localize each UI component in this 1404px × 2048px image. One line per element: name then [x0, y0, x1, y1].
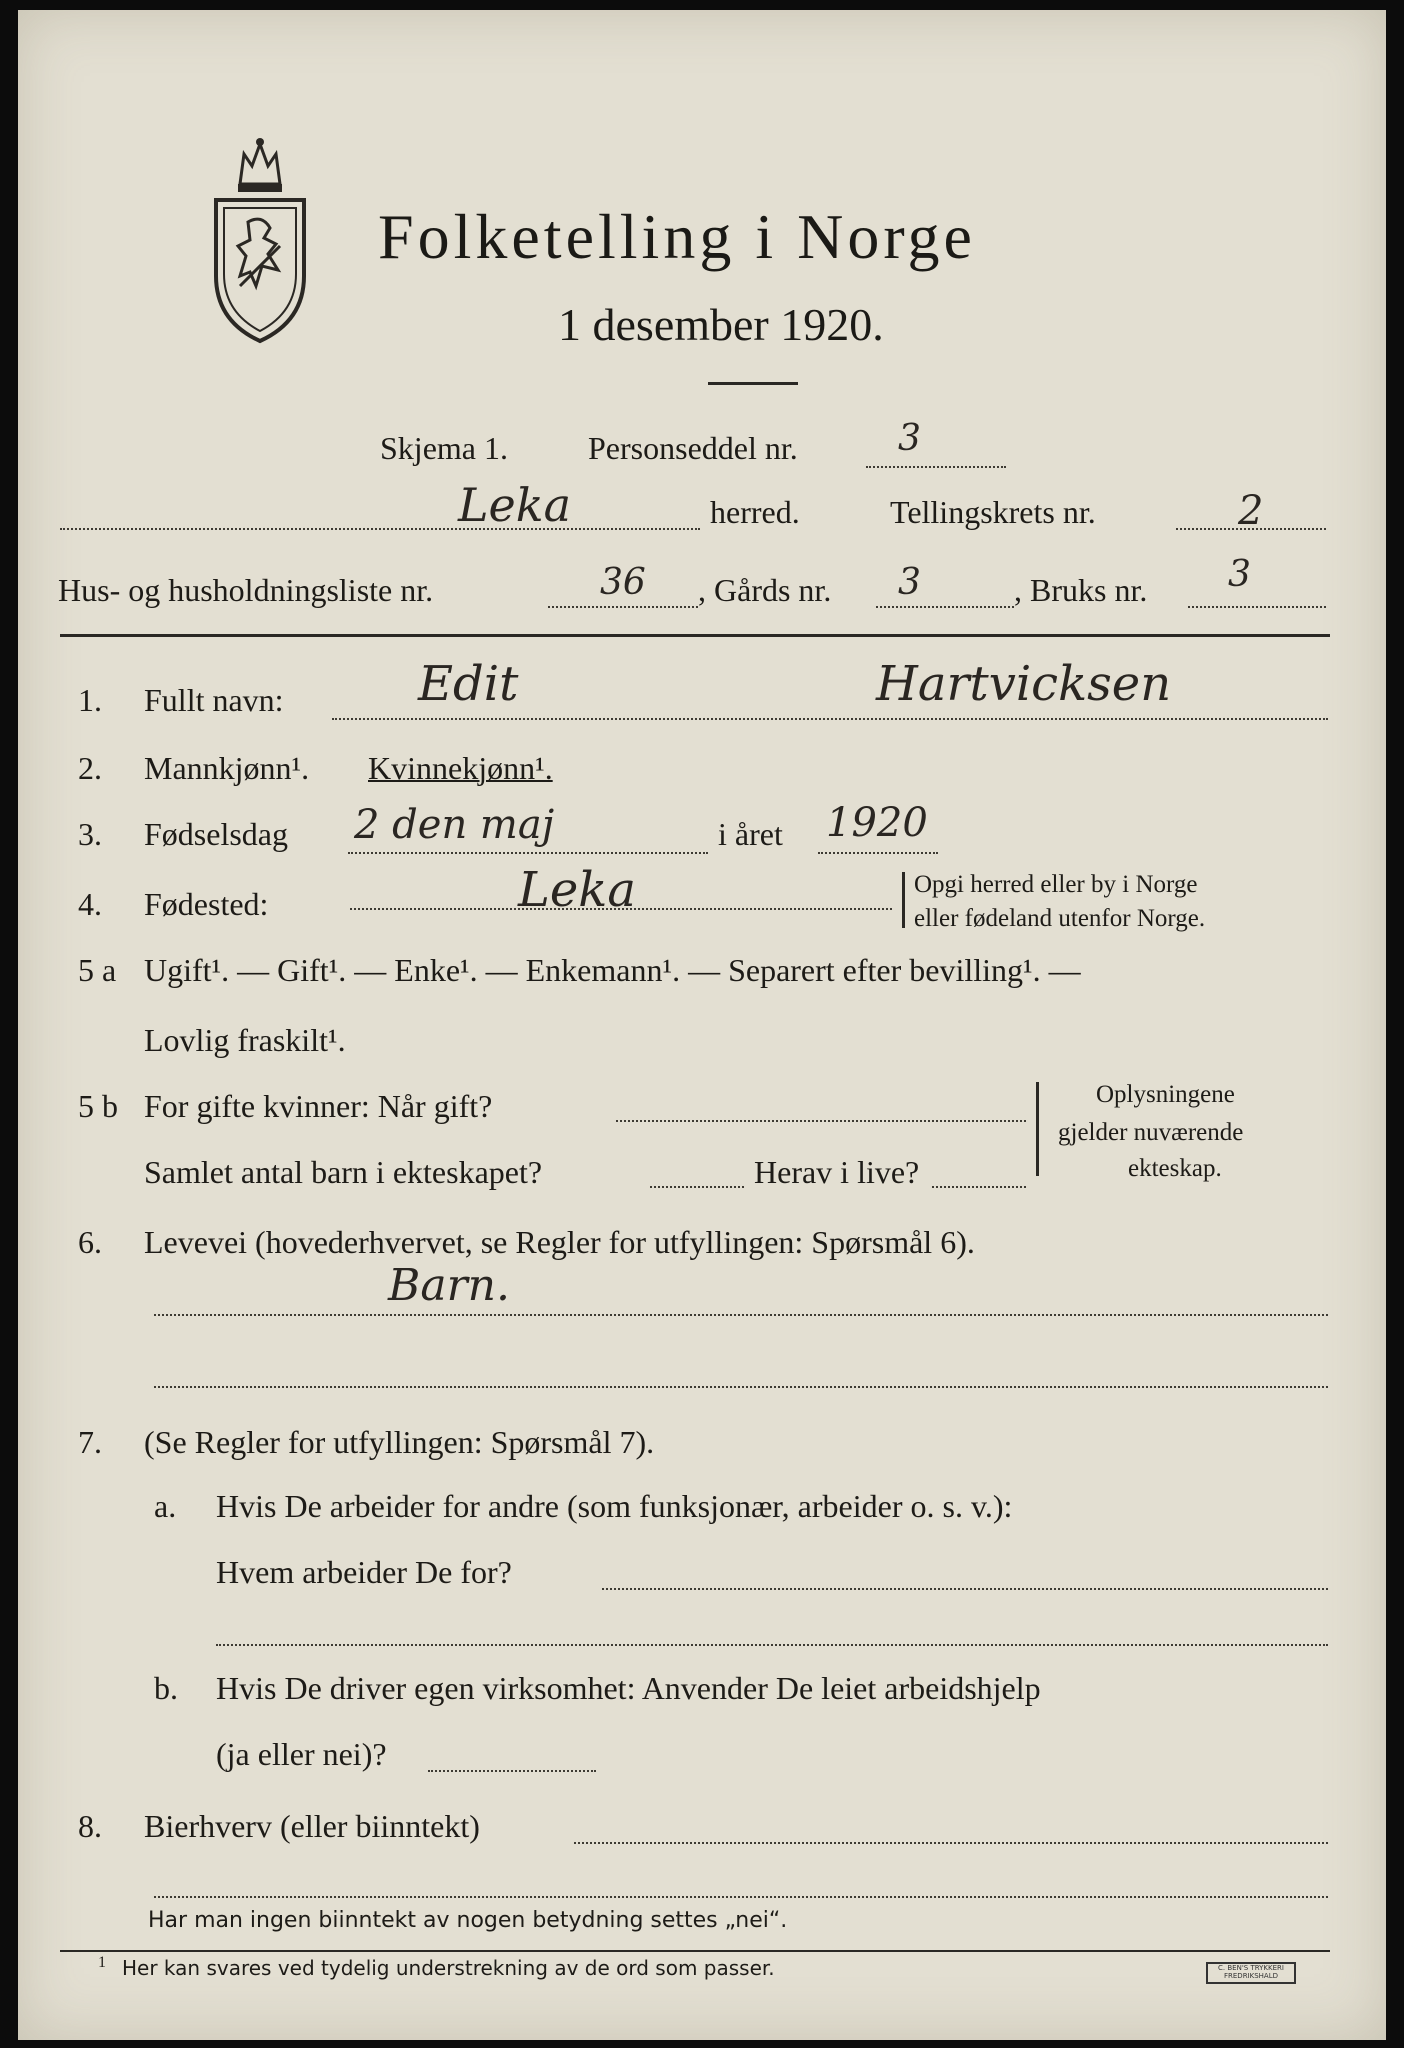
bruks-label: , Bruks nr. — [1014, 572, 1148, 608]
bruks-field-line — [1188, 606, 1326, 608]
q5b-note-bracket — [1036, 1082, 1039, 1176]
census-form-sheet — [18, 10, 1386, 2040]
q5b-note-line-2: gjelder nuværende — [1058, 1119, 1244, 1146]
q5b-alive-label: Herav i live? — [754, 1154, 920, 1190]
q3-year-field-line — [818, 852, 938, 854]
header-separator — [60, 634, 1330, 637]
q4-number: 4. — [78, 886, 102, 922]
q4-note-bracket — [902, 872, 905, 928]
q2-option-male: Mannkjønn¹. — [144, 750, 310, 786]
q5b-when-married-field-line — [616, 1120, 1026, 1122]
q7b-label-line-2: (ja eller nei)? — [216, 1736, 387, 1772]
herred-field-line — [60, 528, 700, 530]
q1-value-first-name: Edit — [418, 656, 519, 712]
q7a-label-line-1: Hvis De arbeider for andre (som funksjonær, arbeider o. s. v.): — [216, 1488, 1013, 1524]
husholdningsliste-field-line — [548, 606, 698, 608]
husholdningsliste-value: 36 — [600, 562, 646, 603]
q3-year-value: 1920 — [826, 800, 928, 846]
q5a-number: 5 a — [78, 952, 117, 988]
personseddel-label: Personseddel nr. — [588, 430, 798, 466]
bruks-value: 3 — [1228, 554, 1251, 595]
q1-number: 1. — [78, 682, 102, 718]
q7a-field-line-1 — [602, 1588, 1328, 1590]
q5b-alive-field-line — [932, 1186, 1026, 1188]
q4-note-line-1: Opgi herred eller by i Norge — [914, 871, 1198, 898]
herred-value: Leka — [458, 478, 572, 532]
q2-number: 2. — [78, 750, 102, 786]
q6-field-line-2 — [154, 1386, 1328, 1388]
q8-number: 8. — [78, 1808, 102, 1844]
footnote-text: Her kan svares ved tydelig understrekning av de ord som passer. — [122, 1956, 775, 1980]
q8-field-line-1 — [574, 1842, 1328, 1844]
footer-note: Har man ingen biinntekt av nogen betydning settes „nei“. — [148, 1908, 788, 1933]
q1-value-last-name: Hartvicksen — [876, 656, 1172, 712]
q2-option-female-selected: Kvinnekjønn¹. — [368, 750, 553, 786]
q5b-number: 5 b — [78, 1088, 118, 1124]
footnote-mark: 1 — [98, 1954, 106, 1971]
printer-stamp: C. BEN'S TRYKKERI FREDRIKSHALD — [1206, 1962, 1296, 1984]
q5a-marital-options: Ugift¹. — Gift¹. — Enke¹. — Enkemann¹. — Separert efter bevilling¹. — — [144, 952, 1081, 988]
q4-label: Fødested: — [144, 886, 269, 922]
q4-value: Leka — [518, 862, 636, 918]
q6-field-line-1 — [154, 1314, 1328, 1316]
q7a-field-line-2 — [216, 1644, 1328, 1646]
q5b-note-line-3: ekteskap. — [1128, 1155, 1222, 1182]
tellingskrets-label: Tellingskrets nr. — [890, 494, 1096, 530]
q5b-note-line-1: Oplysningene — [1096, 1081, 1235, 1108]
q5b-children-field-line — [650, 1186, 744, 1188]
personseddel-field-line — [866, 466, 1006, 468]
husholdningsliste-label: Hus- og husholdningsliste nr. — [58, 572, 434, 608]
q5b-children-label: Samlet antal barn i ekteskapet? — [144, 1154, 543, 1190]
tellingskrets-value: 2 — [1238, 488, 1264, 534]
skjema-label: Skjema 1. — [380, 430, 508, 466]
q3-number: 3. — [78, 816, 102, 852]
q3-value: 2 den maj — [354, 802, 555, 848]
q7-number: 7. — [78, 1424, 102, 1460]
q1-field-line — [332, 718, 1328, 720]
q1-label: Fullt navn: — [144, 682, 284, 718]
q8-field-line-2 — [154, 1896, 1328, 1898]
q3-field-line — [348, 852, 708, 854]
form-title: Folketelling i Norge — [378, 201, 976, 272]
q7b-field-line — [428, 1770, 596, 1772]
q4-note-line-2: eller fødeland utenfor Norge. — [914, 905, 1206, 932]
q7a-letter: a. — [154, 1488, 177, 1524]
gards-field-line — [876, 606, 1014, 608]
q7-label: (Se Regler for utfyllingen: Spørsmål 7). — [144, 1424, 655, 1460]
norwegian-lion-coat-of-arms-icon — [210, 136, 310, 346]
census-date: 1 desember 1920. — [558, 299, 884, 350]
herred-label: herred. — [710, 494, 800, 530]
q5b-when-married-label: For gifte kvinner: Når gift? — [144, 1088, 493, 1124]
q3-year-label: i året — [718, 816, 783, 852]
title-divider — [708, 382, 798, 385]
personseddel-value: 3 — [898, 418, 921, 459]
q5a-marital-options-cont: Lovlig fraskilt¹. — [144, 1022, 346, 1058]
q6-number: 6. — [78, 1224, 102, 1260]
q7b-label-line-1: Hvis De driver egen virksomhet: Anvender De leiet arbeidshjelp — [216, 1670, 1041, 1706]
q7a-label-line-2: Hvem arbeider De for? — [216, 1554, 512, 1590]
q3-label: Fødselsdag — [144, 816, 288, 852]
q6-value: Barn. — [388, 1260, 510, 1311]
gards-value: 3 — [898, 562, 921, 603]
q7b-letter: b. — [154, 1670, 178, 1706]
footer-separator — [60, 1950, 1330, 1952]
q6-label: Levevei (hovederhvervet, se Regler for utfyllingen: Spørsmål 6). — [144, 1224, 975, 1260]
q8-label: Bierhverv (eller biinntekt) — [144, 1808, 480, 1844]
gards-label: , Gårds nr. — [698, 572, 832, 608]
